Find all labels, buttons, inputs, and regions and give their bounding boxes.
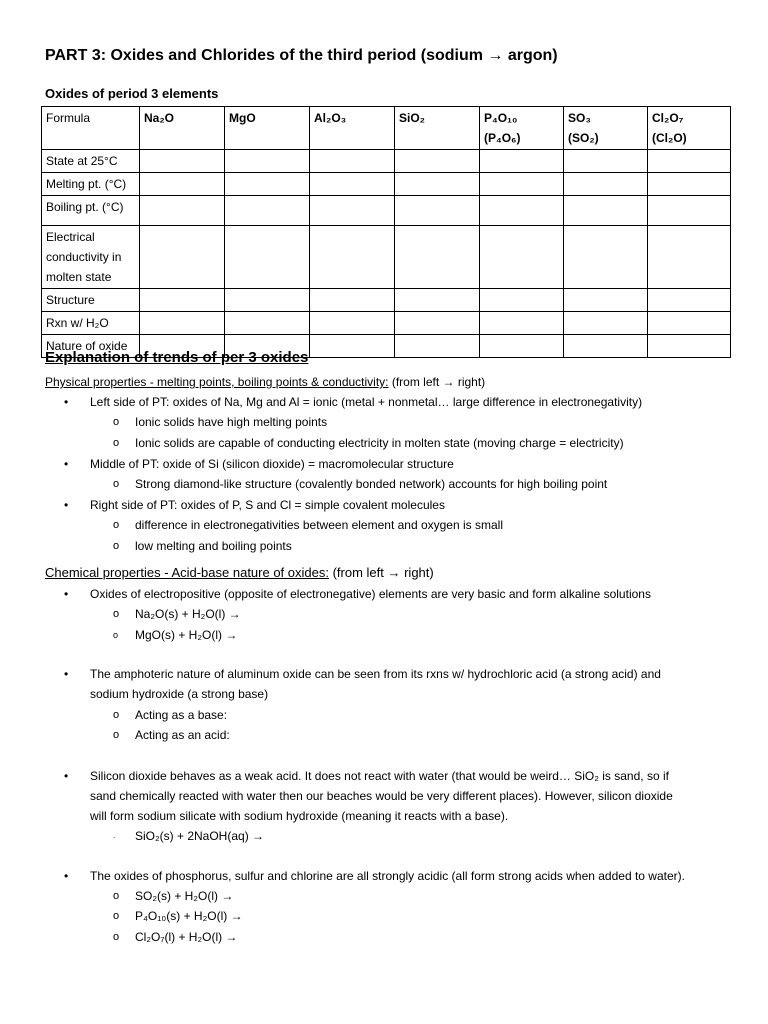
column-header-al2o3: Al₂O₃ <box>310 107 395 150</box>
blank-cell[interactable] <box>564 289 648 312</box>
column-header-mgo: MgO <box>225 107 310 150</box>
sub-bullet-ionic-conducting: Ionic solids are capable of conducting electricity in molten state (moving charge = electricity) <box>135 436 624 450</box>
blank-cell[interactable] <box>648 150 731 173</box>
column-header-cl2o7: Cl₂O₇ (Cl₂O) <box>648 107 731 150</box>
equation-p4o10: P₄O₁₀(s) + H₂O(l) → <box>135 909 243 923</box>
row-label: Nature of oxide <box>42 335 140 358</box>
blank-cell[interactable] <box>140 289 225 312</box>
bullet-silicon-line1: Silicon dioxide behaves as a weak acid. It does not react with water (that would be weird… SiO₂ is sand, so if <box>90 769 669 783</box>
sub-bullet-marker: o <box>113 910 120 922</box>
sub-bullet-marker: o <box>113 437 120 449</box>
sub-bullet-marker: o <box>113 519 120 531</box>
blank-cell[interactable] <box>140 226 225 289</box>
bullet-acidic-oxides: The oxides of phosphorus, sulfur and chlorine are all strongly acidic (all form strong acids when added to water). <box>90 869 685 883</box>
blank-cell[interactable] <box>310 196 395 226</box>
bullet-marker: • <box>64 769 69 783</box>
table-row <box>42 289 731 312</box>
sub-bullet-marker: o <box>113 540 120 552</box>
blank-cell[interactable] <box>564 335 648 358</box>
row-label: Structure <box>42 289 140 312</box>
bullet-amphoteric-line2: sodium hydroxide (a strong base) <box>90 687 269 701</box>
sub-bullet-marker: o <box>113 608 120 620</box>
blank-cell[interactable] <box>480 289 564 312</box>
blank-cell[interactable] <box>225 289 310 312</box>
table-header-row <box>42 107 731 150</box>
blank-cell[interactable] <box>395 173 480 196</box>
blank-cell[interactable] <box>395 150 480 173</box>
blank-cell[interactable] <box>564 150 648 173</box>
bullet-amphoteric-line1: The amphoteric nature of aluminum oxide can be seen from its rxns w/ hydrochloric acid (a strong acid) and <box>90 667 661 681</box>
blank-cell[interactable] <box>395 312 480 335</box>
equation-na2o: Na₂O(s) + H₂O(l) → <box>135 607 241 621</box>
bullet-marker: • <box>64 869 69 883</box>
oxides-table <box>41 106 731 358</box>
explanation-heading: Explanation of trends of per 3 oxides <box>45 349 309 366</box>
row-label: Boiling pt. (°C) <box>42 196 140 226</box>
bullet-right-side-pt: Right side of PT: oxides of P, S and Cl = simple covalent molecules <box>90 498 445 512</box>
blank-cell[interactable] <box>225 150 310 173</box>
blank-cell[interactable] <box>310 226 395 289</box>
equation-sio2: SiO₂(s) + 2NaOH(aq) → <box>135 829 265 843</box>
sub-bullet-electronegativity: difference in electronegativities between element and oxygen is small <box>135 518 503 532</box>
table-corner-cell: Formula <box>42 107 140 150</box>
bullet-silicon-line3: will form sodium silicate with sodium hydroxide (meaning it reacts with a base). <box>90 809 509 823</box>
column-header-p4o10: P₄O₁₀ (P₄O₆) <box>480 107 564 150</box>
sub-bullet-acting-acid: Acting as an acid: <box>135 728 230 742</box>
bullet-marker: • <box>64 498 69 512</box>
bullet-electropositive: Oxides of electropositive (opposite of electronegative) elements are very basic and form alkaline solutions <box>90 587 651 601</box>
blank-cell[interactable] <box>564 196 648 226</box>
row-label: Rxn w/ H₂O <box>42 312 140 335</box>
blank-cell[interactable] <box>395 196 480 226</box>
blank-cell[interactable] <box>480 173 564 196</box>
blank-cell[interactable] <box>480 150 564 173</box>
blank-cell[interactable] <box>395 335 480 358</box>
blank-cell[interactable] <box>225 312 310 335</box>
bullet-marker: • <box>64 667 69 681</box>
blank-cell[interactable] <box>140 196 225 226</box>
blank-cell[interactable] <box>648 312 731 335</box>
row-label: State at 25°C <box>42 150 140 173</box>
row-label: Melting pt. (°C) <box>42 173 140 196</box>
blank-cell[interactable] <box>395 289 480 312</box>
bullet-middle-pt: Middle of PT: oxide of Si (silicon dioxide) = macromolecular structure <box>90 457 454 471</box>
blank-cell[interactable] <box>140 312 225 335</box>
equation-mgo: MgO(s) + H₂O(l) → <box>135 628 238 642</box>
sub-bullet-low-mp-bp: low melting and boiling points <box>135 539 292 553</box>
column-header-sio2: SiO₂ <box>395 107 480 150</box>
blank-cell[interactable] <box>140 173 225 196</box>
row-label: Electrical conductivity in molten state <box>42 226 140 289</box>
blank-cell[interactable] <box>225 173 310 196</box>
table-row <box>42 196 731 226</box>
sub-bullet-marker: o <box>113 931 120 943</box>
sub-bullet-marker: o <box>113 890 120 902</box>
sub-bullet-marker: o <box>113 478 120 490</box>
sub-bullet-marker: o <box>113 630 119 640</box>
bullet-marker: • <box>64 587 69 601</box>
bullet-marker: • <box>64 395 69 409</box>
table-row <box>42 312 731 335</box>
blank-cell[interactable] <box>648 173 731 196</box>
bullet-left-side-pt: Left side of PT: oxides of Na, Mg and Al = ionic (metal + nonmetal… large difference in electronegativity) <box>90 395 643 409</box>
blank-cell[interactable] <box>564 312 648 335</box>
blank-cell[interactable] <box>480 335 564 358</box>
part-title: PART 3: Oxides and Chlorides of the third period (sodium → argon) <box>45 47 558 64</box>
blank-cell[interactable] <box>225 196 310 226</box>
blank-cell[interactable] <box>564 173 648 196</box>
blank-cell[interactable] <box>310 173 395 196</box>
blank-cell[interactable] <box>648 226 731 289</box>
table-row <box>42 226 731 289</box>
table-title: Oxides of period 3 elements <box>45 86 219 101</box>
sub-bullet-diamond-structure: Strong diamond-like structure (covalently bonded network) accounts for high boiling point <box>135 477 608 491</box>
blank-cell[interactable] <box>648 289 731 312</box>
blank-cell[interactable] <box>480 196 564 226</box>
equation-so2: SO₂(s) + H₂O(l) → <box>135 889 234 903</box>
blank-cell[interactable] <box>395 226 480 289</box>
sub-bullet-ionic-melting: Ionic solids have high melting points <box>135 415 328 429</box>
blank-cell[interactable] <box>310 150 395 173</box>
table-row <box>42 150 731 173</box>
blank-cell[interactable] <box>480 226 564 289</box>
sub-bullet-acting-base: Acting as a base: <box>135 708 228 722</box>
small-dot-marker: . <box>113 831 116 840</box>
blank-cell[interactable] <box>480 312 564 335</box>
blank-cell[interactable] <box>310 335 395 358</box>
blank-cell[interactable] <box>564 226 648 289</box>
blank-cell[interactable] <box>648 196 731 226</box>
table-row <box>42 173 731 196</box>
sub-bullet-marker: o <box>113 709 120 721</box>
column-header-so3: SO₃ (SO₂) <box>564 107 648 150</box>
blank-cell[interactable] <box>310 312 395 335</box>
chemical-properties-heading: Chemical properties - Acid-base nature of oxides: (from left → right) <box>45 565 434 580</box>
sub-bullet-marker: o <box>113 416 120 428</box>
sub-bullet-marker: o <box>113 729 120 741</box>
bullet-silicon-line2: sand chemically reacted with water then our beaches would be very different places). However, silicon dioxide <box>90 789 673 803</box>
physical-properties-heading: Physical properties - melting points, boiling points & conductivity: (from left → right) <box>45 375 486 389</box>
equation-cl2o7: Cl₂O₇(l) + H₂O(l) → <box>135 930 238 944</box>
blank-cell[interactable] <box>225 226 310 289</box>
blank-cell[interactable] <box>140 150 225 173</box>
column-header-na2o: Na₂O <box>140 107 225 150</box>
blank-cell[interactable] <box>648 335 731 358</box>
blank-cell[interactable] <box>310 289 395 312</box>
bullet-marker: • <box>64 457 69 471</box>
